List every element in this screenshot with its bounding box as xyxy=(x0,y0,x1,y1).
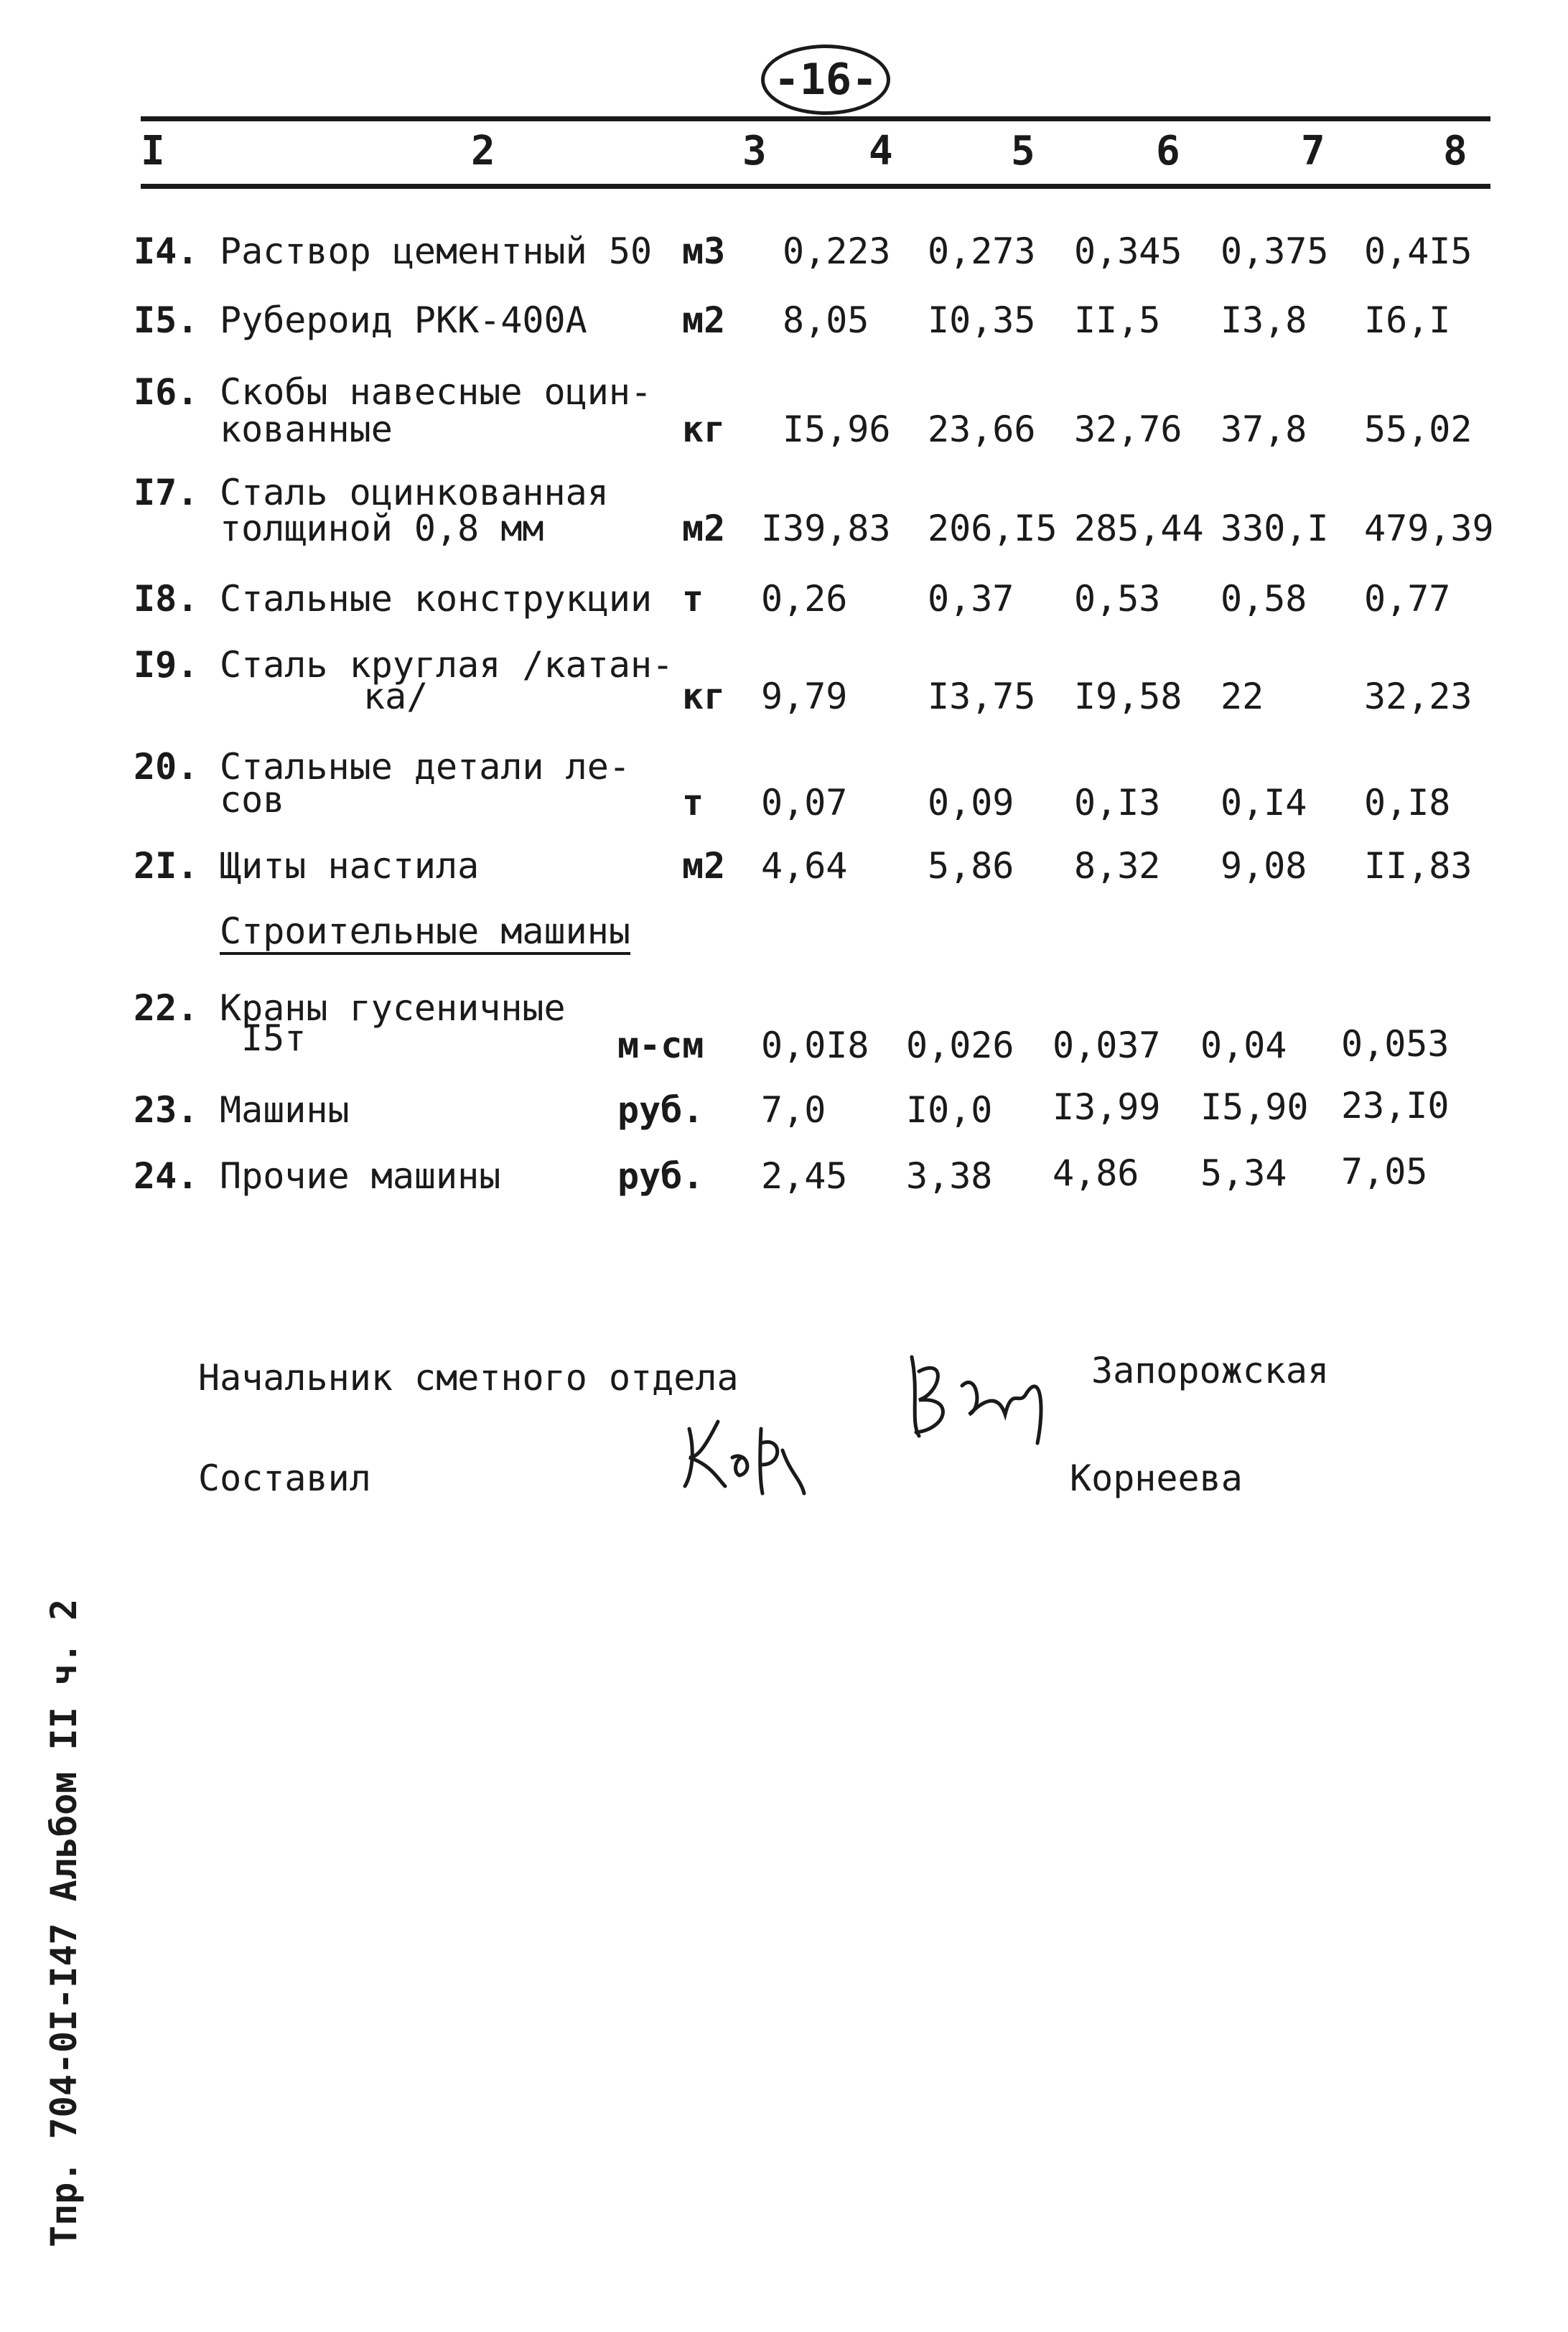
row-name-cont: кованные xyxy=(220,409,393,450)
row-value-col7: 0,I4 xyxy=(1221,782,1307,824)
header-rule-top xyxy=(141,116,1490,121)
row-value-col7: 5,34 xyxy=(1200,1152,1287,1194)
row-value-col7: 0,375 xyxy=(1221,230,1329,272)
row-value-col5: 0,273 xyxy=(928,230,1036,272)
section-title-machines: Строительные машины xyxy=(220,910,630,955)
compiler-title: Составил xyxy=(198,1458,371,1499)
row-value-col8: 0,I8 xyxy=(1364,782,1451,824)
row-value-col4: 0,07 xyxy=(761,782,848,824)
compiler-signature xyxy=(675,1407,811,1501)
row-value-col6: 8,32 xyxy=(1074,845,1161,887)
row-value-col5: 0,026 xyxy=(906,1025,1014,1066)
header-col-6: 6 xyxy=(1156,128,1180,174)
row-value-col4: 2,45 xyxy=(761,1155,848,1197)
row-value-col5: I0,0 xyxy=(906,1089,993,1131)
row-unit: кг xyxy=(682,409,726,450)
row-value-col8: 0,4I5 xyxy=(1364,230,1473,272)
row-unit: м2 xyxy=(682,508,726,549)
row-unit: м-см xyxy=(617,1025,704,1066)
row-name: Скобы навесные оцин- xyxy=(220,371,653,413)
header-col-2: 2 xyxy=(471,128,495,174)
row-value-col5: I3,75 xyxy=(928,676,1036,717)
row-name: Стальные детали ле- xyxy=(220,746,630,788)
row-value-col7: 0,04 xyxy=(1200,1025,1287,1066)
row-value-col6: II,5 xyxy=(1074,299,1161,341)
row-value-col6: I3,99 xyxy=(1053,1086,1161,1128)
row-name-cont: толщиной 0,8 мм xyxy=(220,508,544,549)
row-name: Стальные конструкции xyxy=(220,578,653,620)
row-value-col4: 9,79 xyxy=(761,676,848,717)
row-value-col7: I5,90 xyxy=(1200,1086,1309,1128)
row-unit: т xyxy=(682,578,704,620)
row-value-col6: 0,037 xyxy=(1053,1025,1161,1066)
row-value-col6: I9,58 xyxy=(1074,676,1182,717)
row-number: 23. xyxy=(134,1089,199,1131)
row-value-col5: 3,38 xyxy=(906,1155,993,1197)
row-number: 22. xyxy=(134,987,199,1029)
row-value-col8: 23,I0 xyxy=(1341,1085,1450,1127)
header-col-4: 4 xyxy=(869,128,893,174)
row-value-col4: I39,83 xyxy=(761,508,891,549)
row-number: 24. xyxy=(134,1155,199,1197)
row-number: I6. xyxy=(134,371,199,413)
row-value-col6: 0,345 xyxy=(1074,230,1182,272)
row-name-cont: ка/ xyxy=(363,676,429,717)
row-unit: м2 xyxy=(682,299,726,341)
row-unit: руб. xyxy=(617,1155,704,1197)
row-value-col5: I0,35 xyxy=(928,299,1036,341)
row-value-col6: 285,44 xyxy=(1074,508,1204,549)
header-col-5: 5 xyxy=(1011,128,1035,174)
row-name: Щиты настила xyxy=(220,845,480,887)
compiler-name: Корнеева xyxy=(1070,1458,1243,1499)
header-col-3: 3 xyxy=(742,128,767,174)
page-number xyxy=(761,45,890,115)
row-value-col8: 0,053 xyxy=(1341,1023,1450,1065)
row-value-col5: 23,66 xyxy=(928,409,1036,450)
header-rule-bottom xyxy=(141,184,1490,189)
row-value-col7: 37,8 xyxy=(1221,409,1307,450)
row-name: Раствор цементный 50 xyxy=(220,230,653,272)
row-value-col8: 0,77 xyxy=(1364,578,1451,620)
row-value-col6: 0,I3 xyxy=(1074,782,1161,824)
row-name: Прочие машины xyxy=(220,1155,501,1197)
header-col-7: 7 xyxy=(1301,128,1325,174)
row-unit: м3 xyxy=(682,230,726,272)
row-value-col8: 55,02 xyxy=(1364,409,1473,450)
row-number: I4. xyxy=(134,230,199,272)
header-col-8: 8 xyxy=(1443,128,1467,174)
row-value-col4: 7,0 xyxy=(761,1089,826,1131)
row-value-col7: 9,08 xyxy=(1221,845,1307,887)
row-number: I9. xyxy=(134,644,199,686)
row-value-col8: I6,I xyxy=(1364,299,1451,341)
row-value-col4: 0,26 xyxy=(761,578,848,620)
row-name: Краны гусеничные xyxy=(220,987,566,1029)
row-value-col7: I3,8 xyxy=(1221,299,1307,341)
row-value-col4: 8,05 xyxy=(783,299,869,341)
row-value-col7: 22 xyxy=(1221,676,1264,717)
row-name-cont: сов xyxy=(220,779,285,821)
row-value-col4: 4,64 xyxy=(761,845,848,887)
row-number: 20. xyxy=(134,746,199,788)
row-value-col4: 0,0I8 xyxy=(761,1025,869,1066)
row-value-col5: 0,37 xyxy=(928,578,1014,620)
row-value-col6: 0,53 xyxy=(1074,578,1161,620)
row-value-col5: 5,86 xyxy=(928,845,1014,887)
row-value-col5: 0,09 xyxy=(928,782,1014,824)
row-name: Рубероид РКК-400А xyxy=(220,299,587,341)
row-value-col8: 7,05 xyxy=(1341,1151,1428,1193)
row-name: Сталь оцинкованная xyxy=(220,472,609,513)
row-value-col8: 479,39 xyxy=(1364,508,1494,549)
page-number-text: -16- xyxy=(773,55,878,105)
row-value-col7: 330,I xyxy=(1221,508,1329,549)
row-unit: кг xyxy=(682,676,726,717)
row-name: Машины xyxy=(220,1089,350,1131)
row-name-cont: I5т xyxy=(241,1017,307,1059)
row-value-col4: I5,96 xyxy=(783,409,891,450)
row-unit: руб. xyxy=(617,1089,704,1131)
side-document-code: Тпр. 704-0I-I47 Альбом II ч. 2 xyxy=(43,1598,85,2247)
row-unit: м2 xyxy=(682,845,726,887)
head-name: Запорожская xyxy=(1091,1350,1330,1391)
header-col-1: I xyxy=(141,128,165,174)
row-number: I7. xyxy=(134,472,199,513)
head-title: Начальник сметного отдела xyxy=(198,1357,739,1399)
row-number: I5. xyxy=(134,299,199,341)
row-value-col6: 32,76 xyxy=(1074,409,1182,450)
head-signature xyxy=(897,1328,1055,1450)
row-value-col8: II,83 xyxy=(1364,845,1473,887)
row-name: Сталь круглая /катан- xyxy=(220,644,674,686)
row-unit: т xyxy=(682,782,704,824)
row-value-col5: 206,I5 xyxy=(928,508,1058,549)
row-value-col7: 0,58 xyxy=(1221,578,1307,620)
row-number: 2I. xyxy=(134,845,199,887)
row-value-col6: 4,86 xyxy=(1053,1152,1139,1194)
row-value-col4: 0,223 xyxy=(783,230,891,272)
row-value-col8: 32,23 xyxy=(1364,676,1473,717)
row-number: I8. xyxy=(134,578,199,620)
